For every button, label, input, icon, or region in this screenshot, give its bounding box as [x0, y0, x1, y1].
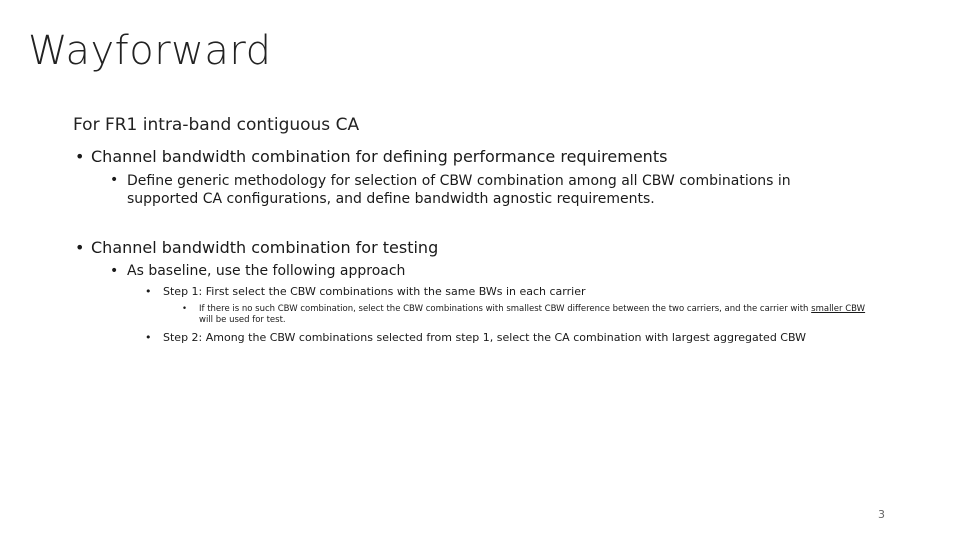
bullet-generic-methodology: Define generic methodology for selection of CBW combination among all CBW combinations in supported CA configurations, and define bandwidth agnostic requirements.: [127, 173, 791, 207]
bullet-icon: •: [145, 285, 152, 298]
bullet-performance-requirements: Channel bandwidth combination for defining performance requirements: [91, 147, 668, 166]
page-number: 3: [878, 508, 885, 521]
bullet-icon: •: [182, 304, 188, 314]
bullet-step-2: Step 2: Among the CBW combinations selected from step 1, select the CA combination with largest aggregated CBW: [163, 331, 807, 344]
bullet-step-1: Step 1: First select the CBW combinations with the same BWs in each carrier: [163, 285, 586, 298]
underlined-text: smaller CBW: [811, 304, 866, 314]
bullet-icon: •: [110, 172, 119, 188]
text-after: will be used for test.: [199, 315, 286, 325]
bullet-testing: Channel bandwidth combination for testing: [91, 238, 439, 257]
bullet-icon: •: [110, 263, 119, 279]
bullet-baseline: As baseline, use the following approach: [127, 263, 406, 279]
text-before: If there is no such CBW combination, select the CBW combinations with smallest CBW difference between the two carriers, and the carrier with: [199, 304, 812, 314]
bullet-icon: •: [145, 331, 152, 344]
bullet-icon: •: [75, 238, 85, 257]
bullet-no-such-combination: [199, 304, 879, 326]
bullet-icon: •: [75, 147, 85, 166]
slide-title: Wayforward: [28, 28, 272, 74]
section-heading: For FR1 intra-band contiguous CA: [73, 115, 360, 135]
